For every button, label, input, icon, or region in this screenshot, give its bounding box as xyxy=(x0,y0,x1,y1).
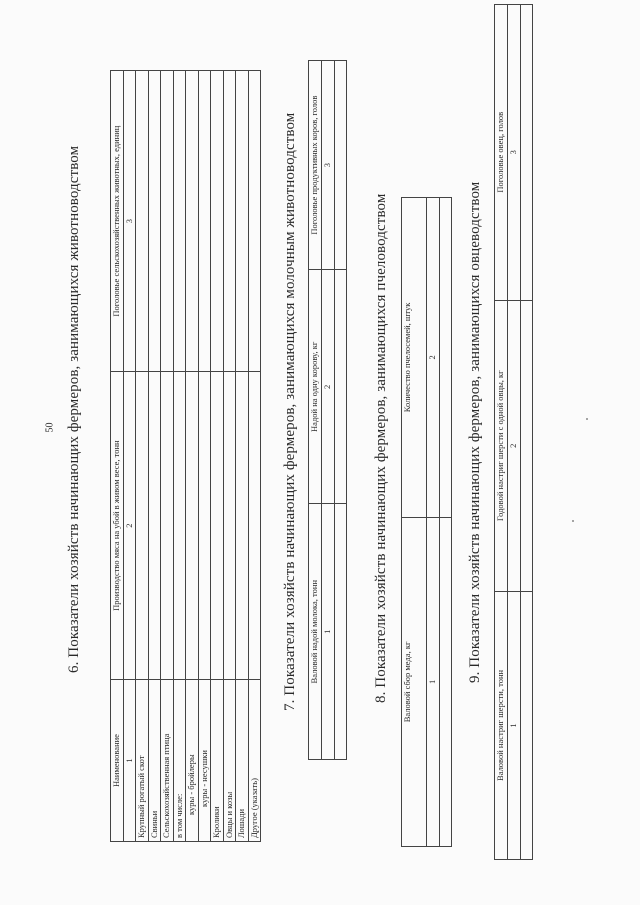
header-honey-harvest: Валовой сбор меда, кг xyxy=(402,517,427,846)
header-bee-colonies: Количество пчелосемей, штук xyxy=(402,198,427,518)
table-cell xyxy=(161,71,174,372)
header-meat-production: Производство мяса на убой в живом весе, тонн xyxy=(111,372,124,680)
header-livestock-count: Поголовье сельскохозяйственных животных, единиц xyxy=(111,71,124,372)
table-cell xyxy=(211,71,224,372)
header-wool-per-sheep: Годовой настриг шерсти с одной овцы, кг xyxy=(495,300,508,591)
table-cell xyxy=(186,71,199,372)
header-cow-count: Поголовье продуктивных коров, голов xyxy=(309,61,322,270)
row-label: Лошади xyxy=(236,680,249,842)
scan-speck xyxy=(586,418,588,420)
table-cell xyxy=(198,71,211,372)
table-cell xyxy=(334,504,347,760)
table-cell xyxy=(520,591,533,859)
table-cell xyxy=(136,372,149,680)
row-label: Кролики xyxy=(211,680,224,842)
table-cell xyxy=(148,372,161,680)
header-yield-per-cow: Надой на одну корову, кг xyxy=(309,270,322,504)
table-cell xyxy=(173,372,186,680)
row-label: Сельскохозяйственная птица xyxy=(161,680,174,842)
table-cell xyxy=(439,517,452,846)
dairy-table xyxy=(308,60,347,760)
livestock-table xyxy=(110,70,261,842)
section-7-title: 7. Показатели хозяйств начинающих фермеров, занимающихся молочным животноводством xyxy=(282,112,298,711)
col-number: 2 xyxy=(508,300,521,591)
col-number: 3 xyxy=(123,71,136,372)
row-label: в том числе: xyxy=(173,680,186,842)
row-label: Другое (указать) xyxy=(248,680,261,842)
table-cell xyxy=(520,300,533,591)
table-cell xyxy=(248,372,261,680)
col-number: 3 xyxy=(322,61,335,270)
table-cell xyxy=(211,372,224,680)
row-label: куры - бройлеры xyxy=(186,680,199,842)
col-number: 2 xyxy=(322,270,335,504)
col-number: 1 xyxy=(322,504,335,760)
col-number: 2 xyxy=(427,198,440,518)
table-cell xyxy=(173,71,186,372)
table-cell xyxy=(334,61,347,270)
table-cell xyxy=(334,270,347,504)
table-cell xyxy=(136,71,149,372)
header-name: Наименование xyxy=(111,680,124,842)
table-cell xyxy=(148,71,161,372)
table-cell xyxy=(439,198,452,518)
scan-speck xyxy=(572,520,574,522)
row-label: Овцы и козы xyxy=(223,680,236,842)
section-6-title: 6. Показатели хозяйств начинающих фермеров, занимающихся животноводством xyxy=(66,145,82,673)
table-cell xyxy=(161,372,174,680)
table-cell xyxy=(520,5,533,301)
table-cell xyxy=(236,71,249,372)
header-milk-yield: Валовой надой молока, тонн xyxy=(309,504,322,760)
table-cell xyxy=(198,372,211,680)
sheep-table xyxy=(494,4,533,860)
section-8-title: 8. Показатели хозяйств начинающих фермеров, занимающихся пчеловодством xyxy=(373,193,389,703)
table-cell xyxy=(223,71,236,372)
row-label: Крупный рогатый скот xyxy=(136,680,149,842)
beekeeping-table xyxy=(401,197,452,847)
table-cell xyxy=(236,372,249,680)
table-cell xyxy=(223,372,236,680)
table-cell xyxy=(248,71,261,372)
col-number: 1 xyxy=(123,680,136,842)
table-cell xyxy=(186,372,199,680)
row-label: Свиньи xyxy=(148,680,161,842)
col-number: 1 xyxy=(427,517,440,846)
col-number: 1 xyxy=(508,591,521,859)
section-9-title: 9. Показатели хозяйств начинающих фермеров, занимающихся овцеводством xyxy=(467,181,483,683)
col-number: 2 xyxy=(123,372,136,680)
page-number: 50 xyxy=(44,422,56,433)
header-wool-clip: Валовой настриг шерсти, тонн xyxy=(495,591,508,859)
header-sheep-count: Поголовье овец, голов xyxy=(495,5,508,301)
col-number: 3 xyxy=(508,5,521,301)
row-label: куры - несушки xyxy=(198,680,211,842)
